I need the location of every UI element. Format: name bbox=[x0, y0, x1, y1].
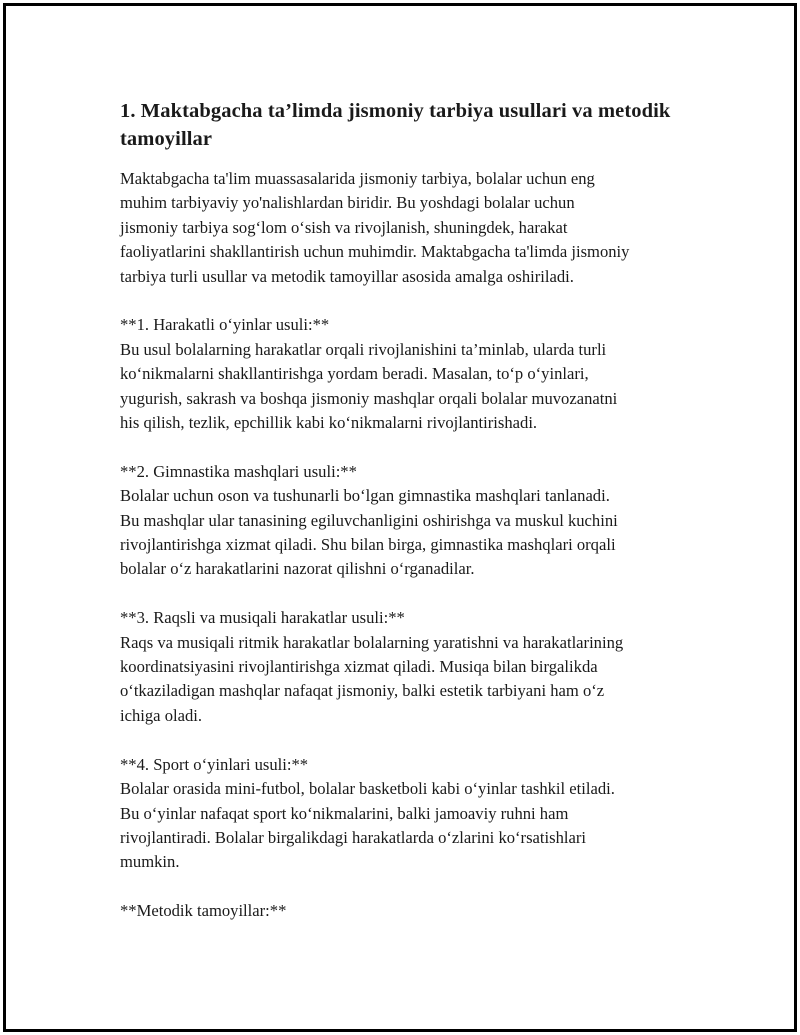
intro-paragraph bbox=[120, 167, 700, 289]
paragraph-line: Bu usul bolalarning harakatlar orqali rivojlanishini ta’minlab, ularda turli bbox=[120, 339, 607, 359]
paragraph-line: rivojlantiradi. Bolalar birgalikdagi harakatlarda o‘zlarini ko‘rsatishlari bbox=[120, 827, 586, 847]
paragraph-line: ichiga oladi. bbox=[120, 705, 203, 725]
paragraph-line: koordinatsiyasini rivojlantirishga xizmat qiladi. Musiqa bilan birgalikda bbox=[120, 657, 598, 677]
paragraph-line: Bolalar orasida mini-futbol, bolalar basketboli kabi o‘yinlar tashkil etiladi. bbox=[120, 779, 615, 799]
paragraph-line: Maktabgacha ta'lim muassasalarida jismoniy tarbiya, bolalar uchun eng bbox=[120, 169, 595, 188]
paragraph-line: Bu mashqlar ular tanasining egiluvchanligini oshirishga va muskul kuchini bbox=[120, 510, 618, 530]
document-content bbox=[120, 97, 700, 948]
paragraph-line: o‘tkaziladigan mashqlar nafaqat jismoniy, balki estetik tarbiyani ham o‘z bbox=[120, 681, 605, 701]
paragraph-line: faoliyatlarini shakllantirish uchun muhimdir. Maktabgacha ta'limda jismoniy bbox=[120, 242, 630, 262]
paragraph-line: his qilish, tezlik, epchillik kabi ko‘nikmalarni rivojlantirishadi. bbox=[120, 413, 538, 433]
heading-line: tamoyillar bbox=[120, 128, 213, 150]
heading-line: 1. Maktabgacha ta’limda jismoniy tarbiya usullari va metodik bbox=[120, 100, 671, 122]
paragraph-line: Bolalar uchun oson va tushunarli bo‘lgan gimnastika mashqlari tanlanadi. bbox=[120, 486, 610, 506]
section-title: **3. Raqsli va musiqali harakatlar usuli:** bbox=[120, 608, 405, 628]
section-title: **1. Harakatli o‘yinlar usuli:** bbox=[120, 315, 330, 335]
paragraph-line: ko‘nikmalarni shakllantirishga yordam beradi. Masalan, to‘p o‘yinlari, bbox=[120, 364, 589, 384]
section-sport-oyinlari bbox=[120, 753, 700, 875]
paragraph-line: rivojlantirishga xizmat qiladi. Shu bilan birga, gimnastika mashqlari orqali bbox=[120, 535, 616, 555]
section-title: **4. Sport o‘yinlari usuli:** bbox=[120, 754, 309, 774]
paragraph-line: muhim tarbiyaviy yo'nalishlardan biridir. Bu yoshdagi bolalar uchun bbox=[120, 193, 575, 213]
paragraph-line: Raqs va musiqali ritmik harakatlar bolalarning yaratishni va harakatlarining bbox=[120, 632, 624, 652]
paragraph-line: jismoniy tarbiya sog‘lom o‘sish va rivojlanish, shuningdek, harakat bbox=[120, 217, 568, 237]
section-metodik-tamoyillar bbox=[120, 899, 700, 923]
document-page bbox=[3, 3, 797, 1032]
section-title: **2. Gimnastika mashqlari usuli:** bbox=[120, 461, 357, 481]
section-gimnastika bbox=[120, 460, 700, 582]
paragraph-line: tarbiya turli usullar va metodik tamoyillar asosida amalga oshiriladi. bbox=[120, 266, 574, 286]
section-harakatli-oyinlar bbox=[120, 313, 700, 435]
paragraph-line: yugurish, sakrash va boshqa jismoniy mashqlar orqali bolalar muvozanatni bbox=[120, 388, 618, 408]
section-title: **Metodik tamoyillar:** bbox=[120, 901, 287, 921]
paragraph-line: mumkin. bbox=[120, 852, 180, 872]
document-heading bbox=[120, 97, 700, 153]
paragraph-line: bolalar o‘z harakatlarini nazorat qilishni o‘rganadilar. bbox=[120, 559, 475, 579]
paragraph-line: Bu o‘yinlar nafaqat sport ko‘nikmalarini, balki jamoaviy ruhni ham bbox=[120, 803, 569, 823]
section-raqsli-musiqali bbox=[120, 606, 700, 728]
